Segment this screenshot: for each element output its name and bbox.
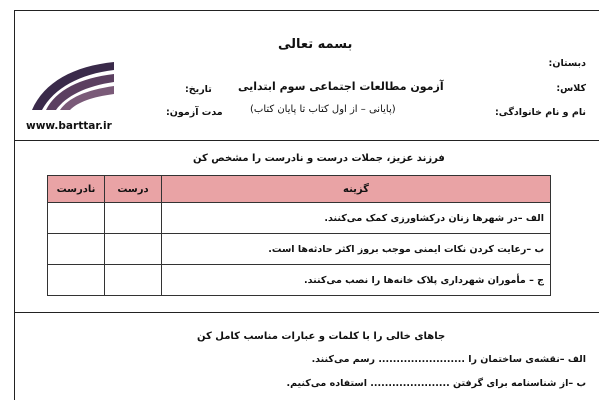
top-border bbox=[14, 10, 599, 11]
class-label: کلاس: bbox=[556, 83, 586, 94]
correct-cell-c[interactable] bbox=[105, 265, 162, 296]
exam-subtitle: (پایانی – از اول کتاب تا پایان کتاب) bbox=[250, 104, 396, 115]
correct-cell-a[interactable] bbox=[105, 203, 162, 234]
fill-blank-b: ب –از شناسنامه برای گرفتن ...................... استفاده می‌کنیم. bbox=[286, 378, 586, 389]
school-label: دبستان: bbox=[548, 58, 586, 69]
fill-blank-a: الف –نقشه‌ی ساختمان را ........................ رسم می‌کنند. bbox=[311, 354, 586, 365]
section-divider bbox=[14, 312, 599, 313]
statement-c: ج – مأموران شهرداری پلاک خانه‌ها را نصب می‌کنند. bbox=[162, 265, 551, 296]
table-row bbox=[48, 265, 551, 296]
incorrect-cell-c[interactable] bbox=[48, 265, 105, 296]
duration-label: مدت آزمون: bbox=[166, 107, 223, 118]
column-option: گزینه bbox=[162, 176, 551, 203]
true-false-table bbox=[47, 175, 551, 296]
column-correct: درست bbox=[105, 176, 162, 203]
incorrect-cell-a[interactable] bbox=[48, 203, 105, 234]
barttar-logo bbox=[24, 52, 116, 114]
statement-b: ب –رعایت کردن نکات ایمنی موجب بروز اکثر حادثه‌ها است. bbox=[162, 234, 551, 265]
column-incorrect: نادرست bbox=[48, 176, 105, 203]
table-row bbox=[48, 234, 551, 265]
section1-instruction: فرزند عزیز، جملات درست و نادرست را مشخص کن bbox=[193, 153, 445, 164]
left-border bbox=[14, 10, 15, 400]
page-heading: بسمه تعالی bbox=[278, 37, 353, 52]
statement-a: الف –در شهرها زنان درکشاورزی کمک می‌کنند. bbox=[162, 203, 551, 234]
table-row bbox=[48, 203, 551, 234]
website-url: www.barttar.ir bbox=[26, 120, 112, 132]
date-label: تاریخ: bbox=[185, 84, 212, 95]
section2-instruction: جاهای خالی را با کلمات و عبارات مناسب کامل کن bbox=[197, 331, 446, 342]
correct-cell-b[interactable] bbox=[105, 234, 162, 265]
header-divider bbox=[14, 140, 599, 141]
exam-title: آزمون مطالعات اجتماعی سوم ابتدایی bbox=[238, 80, 444, 93]
incorrect-cell-b[interactable] bbox=[48, 234, 105, 265]
name-label: نام و نام خانوادگی: bbox=[494, 107, 586, 118]
